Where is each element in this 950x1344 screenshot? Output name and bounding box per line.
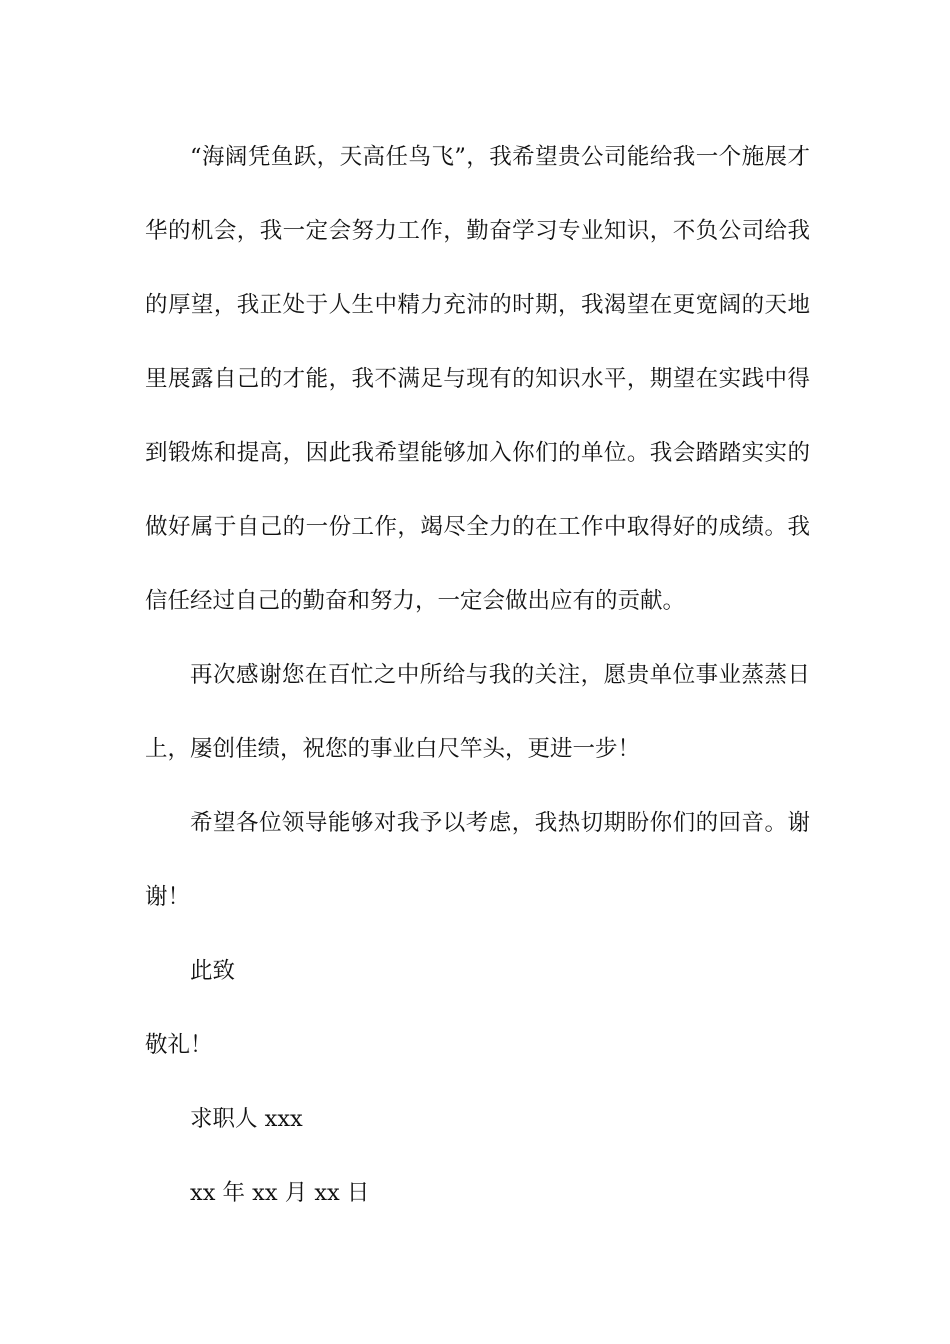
paragraph-thanks: 再次感谢您在百忙之中所给与我的关注，愿贵单位事业蒸蒸日上，屡创佳绩，祝您的事业白尺竿头，更进一步！ bbox=[145, 662, 810, 762]
closing-line: 此致 bbox=[190, 958, 236, 984]
date-line: xx 年 xx 月 xx 日 bbox=[190, 1180, 370, 1206]
paragraph-request: 希望各位领导能够对我予以考虑，我热切期盼你们的回音。谢谢！ bbox=[145, 810, 810, 910]
signature-line: 求职人 xxx bbox=[190, 1106, 303, 1132]
salute-line: 敬礼！ bbox=[145, 1032, 213, 1058]
paragraph-aspiration: “海阔凭鱼跃，天高任鸟飞”，我希望贵公司能给我一个施展才华的机会，我一定会努力工作，勤奋学习专业知识，不负公司给我的厚望，我正处于人生中精力充沛的时期，我渴望在更宽阔的天地里展露自己的才能，我不满足与现有的知识水平，期望在实践中得到锻炼和提高，因此我希望能够加入你们的单位。我会踏踏实实的做好属于自己的一份工作，竭尽全力的在工作中取得好的成绩。我信任经过自己的勤奋和努力，一定会做出应有的贡献。 bbox=[145, 144, 810, 614]
letter-body bbox=[145, 120, 810, 1230]
